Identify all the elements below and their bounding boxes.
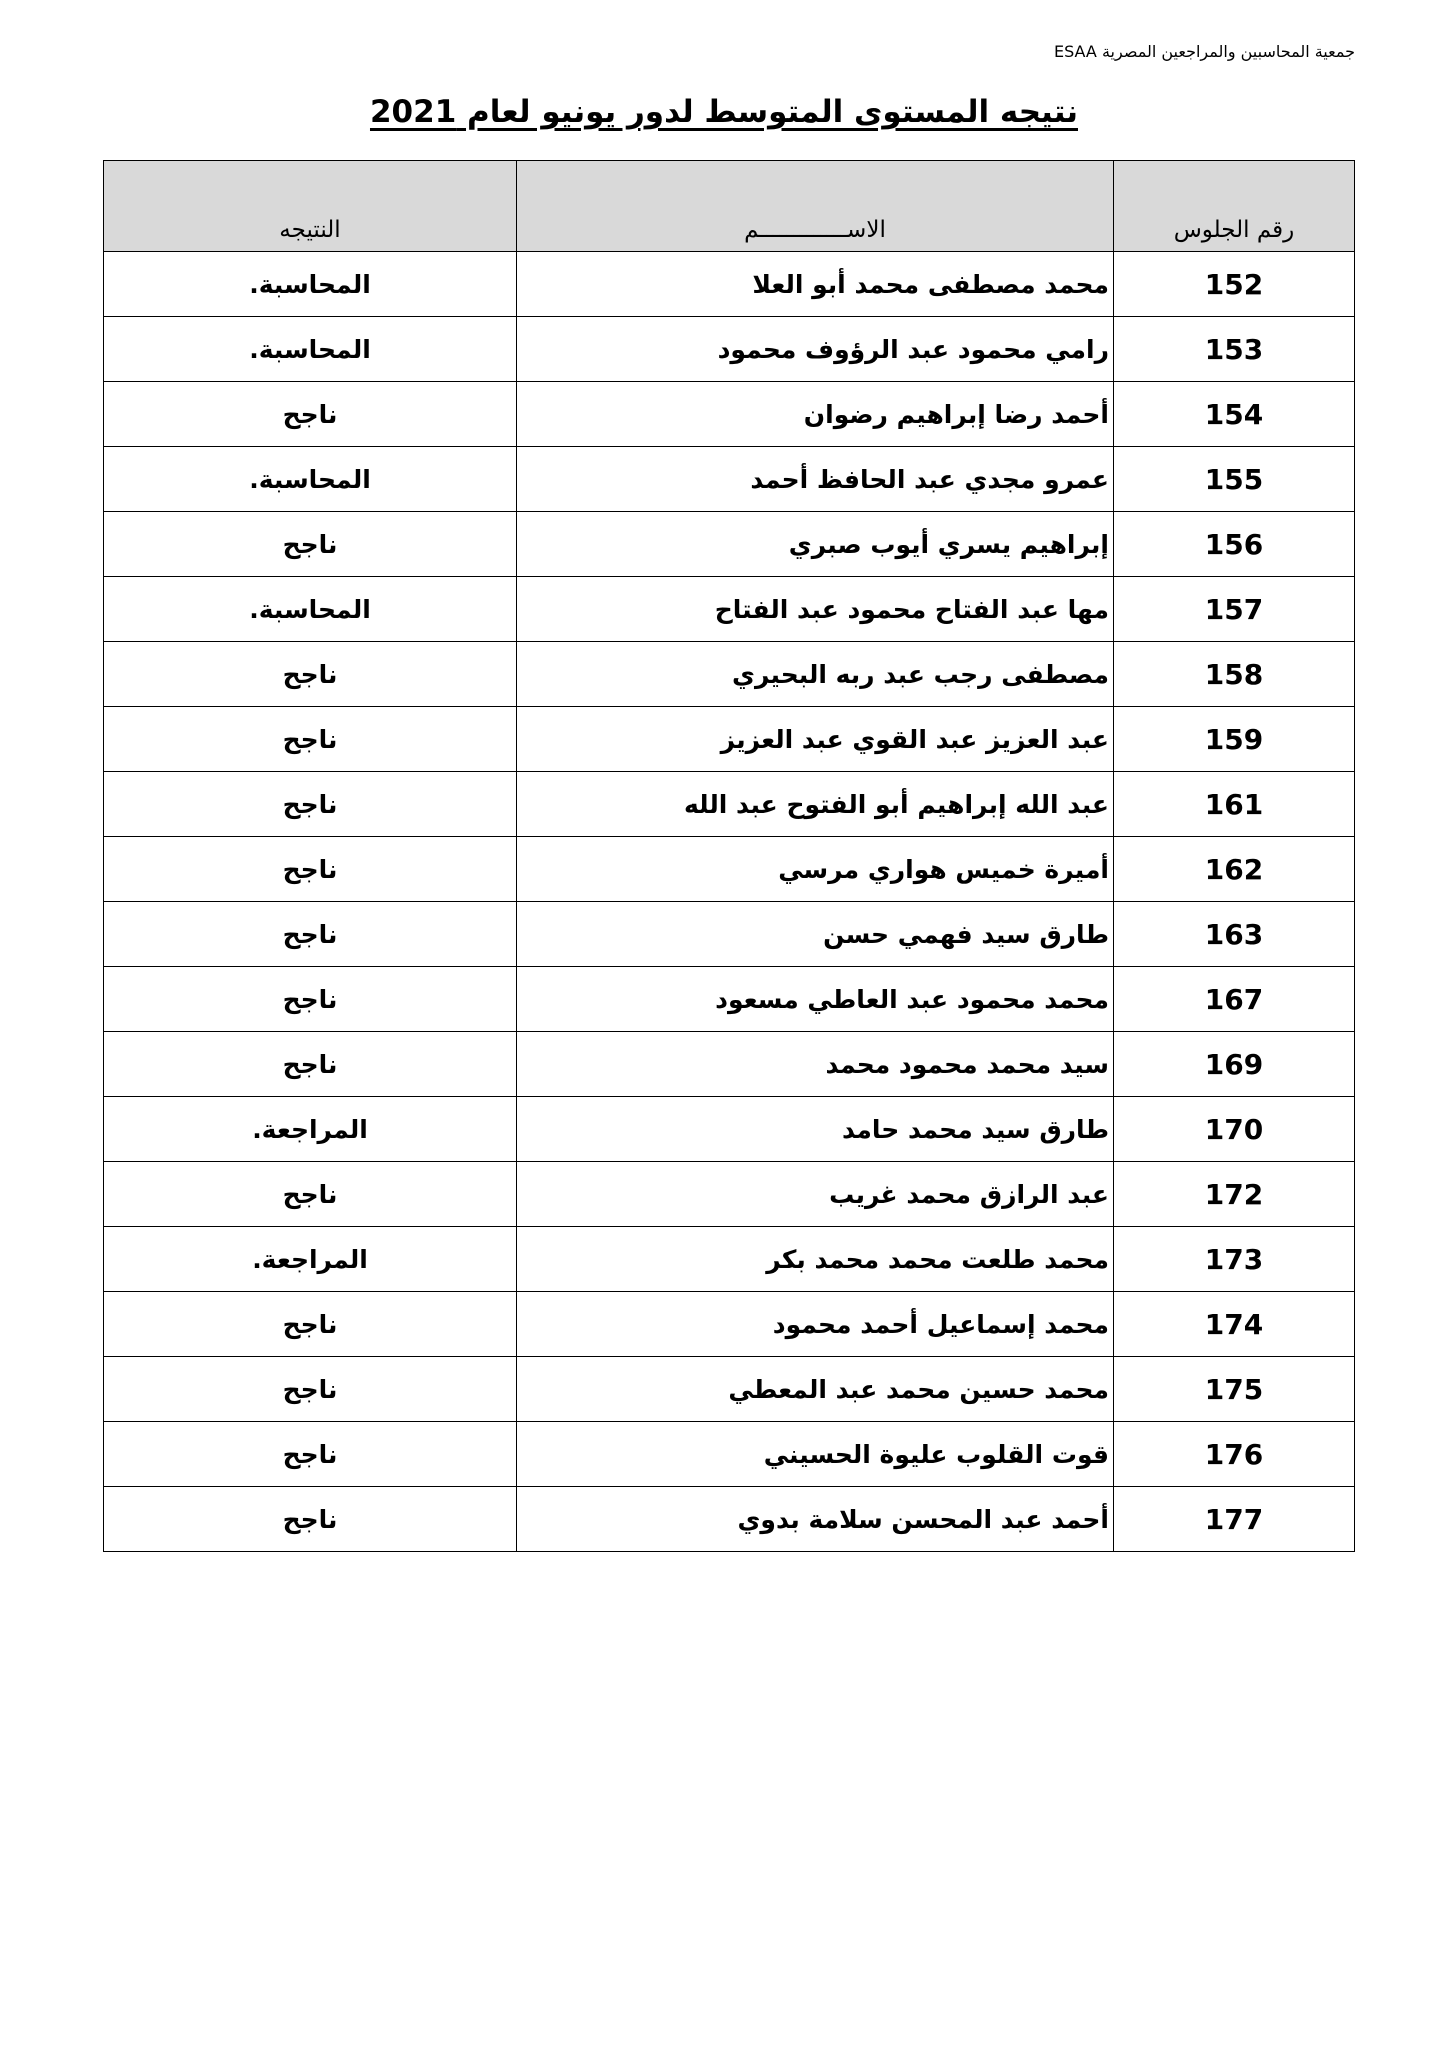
result-cell: المحاسبة.: [104, 577, 517, 642]
seat-number-cell: 170: [1114, 1097, 1355, 1162]
result-cell: المراجعة.: [104, 1097, 517, 1162]
result-cell: ناجح: [104, 1032, 517, 1097]
table-row: [104, 1162, 1355, 1227]
results-table: [103, 160, 1355, 1552]
name-cell: عبد الله إبراهيم أبو الفتوح عبد الله: [517, 772, 1114, 837]
table-row: [104, 1357, 1355, 1422]
name-cell: مها عبد الفتاح محمود عبد الفتاح: [517, 577, 1114, 642]
result-cell: ناجح: [104, 772, 517, 837]
table-row: [104, 967, 1355, 1032]
page-title: نتيجه المستوى المتوسط لدور يونيو لعام 2021: [369, 94, 1078, 130]
result-cell: ناجح: [104, 1357, 517, 1422]
table-row: [104, 317, 1355, 382]
name-cell: إبراهيم يسري أيوب صبري: [517, 512, 1114, 577]
result-cell: المحاسبة.: [104, 447, 517, 512]
name-cell: مصطفى رجب عبد ربه البحيري: [517, 642, 1114, 707]
result-cell: المراجعة.: [104, 1227, 517, 1292]
name-cell: سيد محمد محمود محمد: [517, 1032, 1114, 1097]
table-row: [104, 902, 1355, 967]
seat-number-cell: 173: [1114, 1227, 1355, 1292]
table-row: [104, 772, 1355, 837]
seat-number-cell: 162: [1114, 837, 1355, 902]
column-header-result: النتيجه: [104, 161, 517, 252]
name-cell: محمد محمود عبد العاطي مسعود: [517, 967, 1114, 1032]
seat-number-cell: 155: [1114, 447, 1355, 512]
result-cell: ناجح: [104, 1422, 517, 1487]
name-cell: عبد العزيز عبد القوي عبد العزيز: [517, 707, 1114, 772]
header-row: [104, 161, 1355, 252]
result-cell: المحاسبة.: [104, 252, 517, 317]
seat-number-cell: 161: [1114, 772, 1355, 837]
name-cell: عبد الرازق محمد غريب: [517, 1162, 1114, 1227]
name-cell: محمد مصطفى محمد أبو العلا: [517, 252, 1114, 317]
name-cell: أميرة خميس هواري مرسي: [517, 837, 1114, 902]
name-cell: أحمد رضا إبراهيم رضوان: [517, 382, 1114, 447]
name-cell: رامي محمود عبد الرؤوف محمود: [517, 317, 1114, 382]
name-cell: محمد إسماعيل أحمد محمود: [517, 1292, 1114, 1357]
table-row: [104, 1227, 1355, 1292]
name-cell: قوت القلوب عليوة الحسيني: [517, 1422, 1114, 1487]
table-row: [104, 252, 1355, 317]
page-title-wrapper: [0, 94, 1448, 130]
table-row: [104, 1032, 1355, 1097]
result-cell: ناجح: [104, 1292, 517, 1357]
column-header-seat-number: رقم الجلوس: [1114, 161, 1355, 252]
seat-number-cell: 174: [1114, 1292, 1355, 1357]
name-cell: طارق سيد محمد حامد: [517, 1097, 1114, 1162]
seat-number-cell: 157: [1114, 577, 1355, 642]
seat-number-cell: 177: [1114, 1487, 1355, 1552]
seat-number-cell: 158: [1114, 642, 1355, 707]
seat-number-cell: 159: [1114, 707, 1355, 772]
table-row: [104, 642, 1355, 707]
name-cell: محمد حسين محمد عبد المعطي: [517, 1357, 1114, 1422]
column-header-name: الاســـــــــــــم: [517, 161, 1114, 252]
seat-number-cell: 172: [1114, 1162, 1355, 1227]
result-cell: ناجح: [104, 837, 517, 902]
table-row: [104, 1097, 1355, 1162]
seat-number-cell: 154: [1114, 382, 1355, 447]
table-row: [104, 382, 1355, 447]
table-row: [104, 577, 1355, 642]
table-row: [104, 447, 1355, 512]
table-row: [104, 1292, 1355, 1357]
table-row: [104, 707, 1355, 772]
result-cell: ناجح: [104, 512, 517, 577]
result-cell: ناجح: [104, 1162, 517, 1227]
result-cell: المحاسبة.: [104, 317, 517, 382]
results-table-body: [104, 252, 1355, 1552]
result-cell: ناجح: [104, 382, 517, 447]
seat-number-cell: 153: [1114, 317, 1355, 382]
seat-number-cell: 156: [1114, 512, 1355, 577]
seat-number-cell: 175: [1114, 1357, 1355, 1422]
table-row: [104, 512, 1355, 577]
table-row: [104, 837, 1355, 902]
seat-number-cell: 169: [1114, 1032, 1355, 1097]
seat-number-cell: 176: [1114, 1422, 1355, 1487]
name-cell: طارق سيد فهمي حسن: [517, 902, 1114, 967]
name-cell: عمرو مجدي عبد الحافظ أحمد: [517, 447, 1114, 512]
result-cell: ناجح: [104, 1487, 517, 1552]
table-row: [104, 1487, 1355, 1552]
result-cell: ناجح: [104, 967, 517, 1032]
seat-number-cell: 163: [1114, 902, 1355, 967]
seat-number-cell: 152: [1114, 252, 1355, 317]
name-cell: محمد طلعت محمد محمد بكر: [517, 1227, 1114, 1292]
results-table-header: [104, 161, 1355, 252]
name-cell: أحمد عبد المحسن سلامة بدوي: [517, 1487, 1114, 1552]
result-cell: ناجح: [104, 902, 517, 967]
result-cell: ناجح: [104, 642, 517, 707]
organization-header: جمعية المحاسبين والمراجعين المصرية ESAA: [1053, 42, 1355, 61]
seat-number-cell: 167: [1114, 967, 1355, 1032]
result-cell: ناجح: [104, 707, 517, 772]
table-row: [104, 1422, 1355, 1487]
